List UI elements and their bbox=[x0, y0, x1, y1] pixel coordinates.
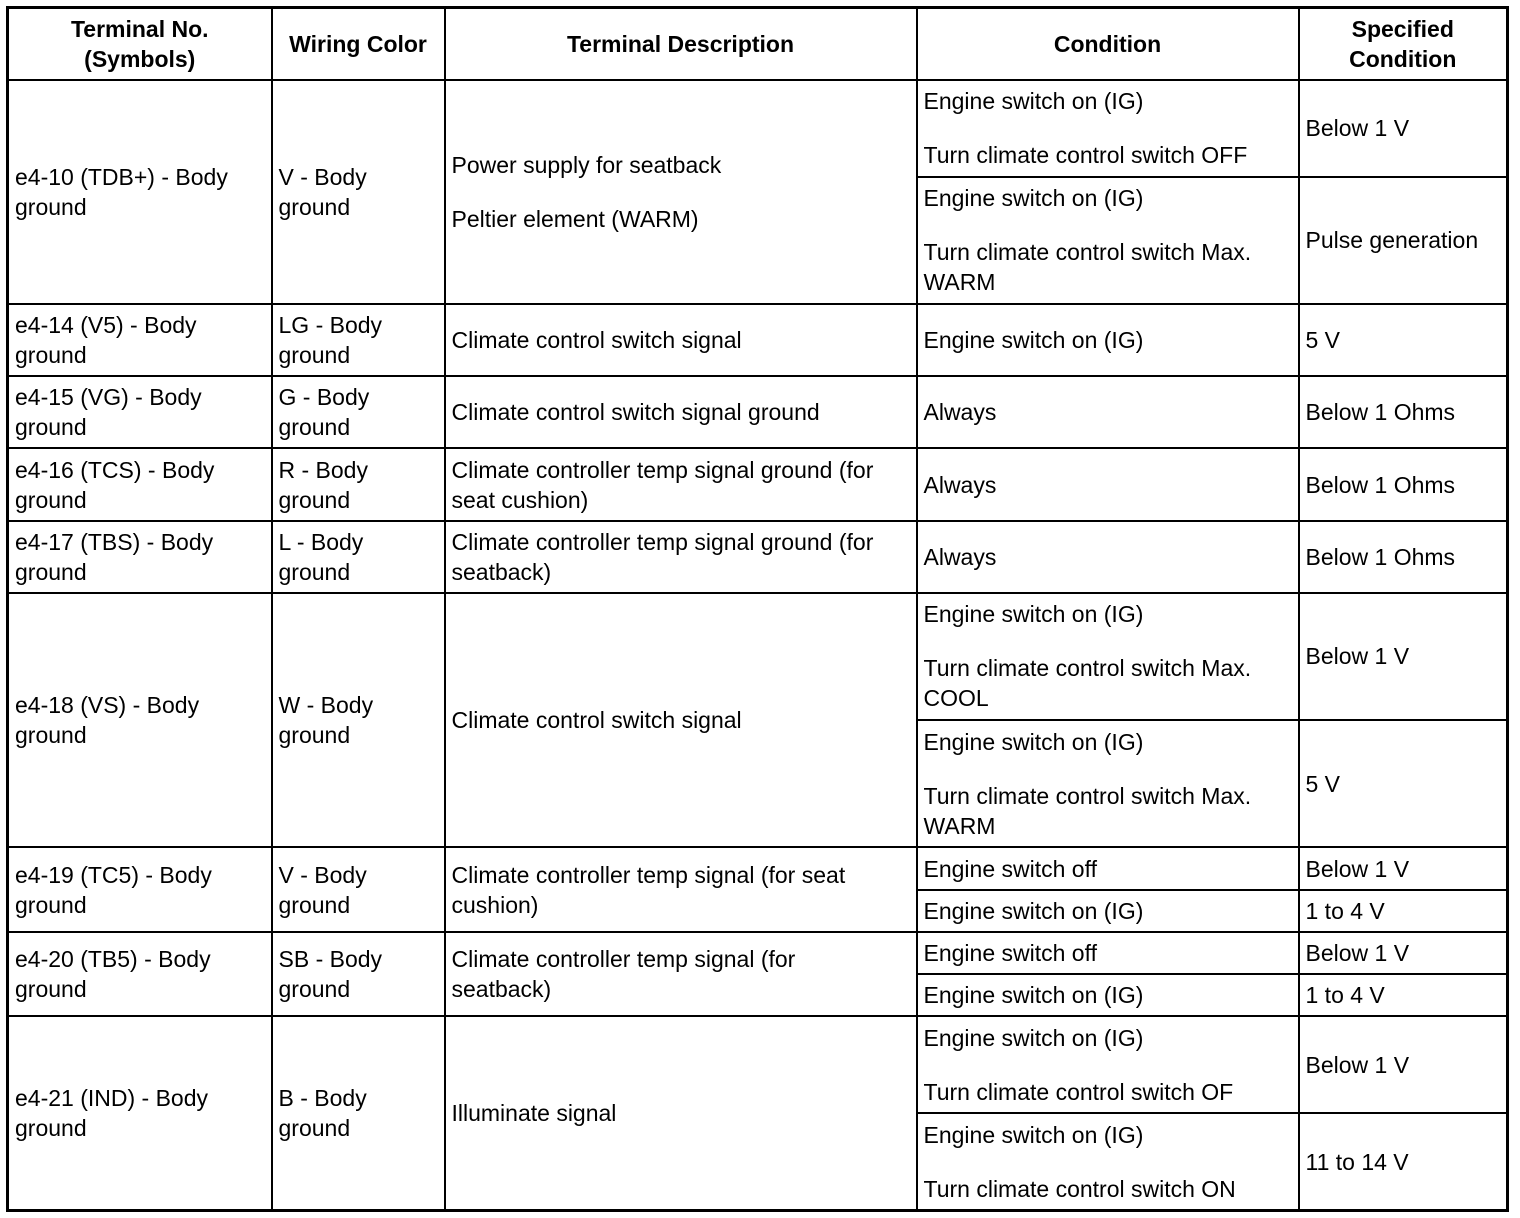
wiring-cell: W - Body ground bbox=[272, 593, 445, 848]
wiring-cell: R - Body ground bbox=[272, 448, 445, 520]
terminal-cell: e4-16 (TCS) - Body ground bbox=[8, 448, 272, 520]
condition-cell: Engine switch on (IG) Turn climate control switch Max. WARM bbox=[917, 177, 1299, 304]
description-cell: Illuminate signal bbox=[445, 1016, 917, 1211]
header-wiring: Wiring Color bbox=[272, 8, 445, 80]
spec-cell: Below 1 V bbox=[1299, 932, 1508, 974]
table-row bbox=[8, 593, 1508, 720]
header-description: Terminal Description bbox=[445, 8, 917, 80]
description-cell: Climate control switch signal bbox=[445, 304, 917, 376]
description-cell: Climate controller temp signal ground (for seat cushion) bbox=[445, 448, 917, 520]
terminal-cell: e4-15 (VG) - Body ground bbox=[8, 376, 272, 448]
spec-cell: 11 to 14 V bbox=[1299, 1113, 1508, 1210]
wiring-cell: G - Body ground bbox=[272, 376, 445, 448]
wiring-cell: B - Body ground bbox=[272, 1016, 445, 1211]
terminal-cell: e4-14 (V5) - Body ground bbox=[8, 304, 272, 376]
spec-cell: 1 to 4 V bbox=[1299, 974, 1508, 1016]
terminal-cell: e4-10 (TDB+) - Body ground bbox=[8, 80, 272, 305]
condition-cell: Always bbox=[917, 376, 1299, 448]
table-row bbox=[8, 448, 1508, 520]
table-row bbox=[8, 932, 1508, 974]
spec-cell: Below 1 Ohms bbox=[1299, 376, 1508, 448]
condition-cell: Engine switch on (IG) bbox=[917, 890, 1299, 932]
spec-cell: Below 1 V bbox=[1299, 847, 1508, 889]
description-cell: Climate control switch signal ground bbox=[445, 376, 917, 448]
wiring-cell: SB - Body ground bbox=[272, 932, 445, 1016]
spec-cell: Pulse generation bbox=[1299, 177, 1508, 304]
table-row bbox=[8, 80, 1508, 177]
condition-cell: Always bbox=[917, 521, 1299, 593]
table-row bbox=[8, 1016, 1508, 1113]
condition-cell: Engine switch on (IG) Turn climate control switch OFF bbox=[917, 80, 1299, 177]
condition-cell: Engine switch on (IG) Turn climate control switch Max. COOL bbox=[917, 593, 1299, 720]
condition-cell: Engine switch on (IG) bbox=[917, 974, 1299, 1016]
spec-cell: 5 V bbox=[1299, 304, 1508, 376]
header-terminal: Terminal No. (Symbols) bbox=[8, 8, 272, 80]
condition-cell: Always bbox=[917, 448, 1299, 520]
spec-cell: Below 1 V bbox=[1299, 1016, 1508, 1113]
table-row bbox=[8, 521, 1508, 593]
condition-cell: Engine switch on (IG) Turn climate control switch OF bbox=[917, 1016, 1299, 1113]
wiring-cell: L - Body ground bbox=[272, 521, 445, 593]
spec-cell: 1 to 4 V bbox=[1299, 890, 1508, 932]
table-row bbox=[8, 847, 1508, 889]
description-cell: Climate controller temp signal ground (for seatback) bbox=[445, 521, 917, 593]
condition-cell: Engine switch on (IG) Turn climate control switch Max. WARM bbox=[917, 720, 1299, 847]
wiring-cell: LG - Body ground bbox=[272, 304, 445, 376]
table-row bbox=[8, 304, 1508, 376]
header-specified: Specified Condition bbox=[1299, 8, 1508, 80]
condition-cell: Engine switch off bbox=[917, 847, 1299, 889]
condition-cell: Engine switch on (IG) Turn climate control switch ON bbox=[917, 1113, 1299, 1210]
terminal-cell: e4-20 (TB5) - Body ground bbox=[8, 932, 272, 1016]
terminal-cell: e4-19 (TC5) - Body ground bbox=[8, 847, 272, 931]
header-row bbox=[8, 8, 1508, 80]
condition-cell: Engine switch on (IG) bbox=[917, 304, 1299, 376]
spec-cell: 5 V bbox=[1299, 720, 1508, 847]
description-cell: Climate controller temp signal (for seat cushion) bbox=[445, 847, 917, 931]
description-cell: Power supply for seatback Peltier element (WARM) bbox=[445, 80, 917, 305]
spec-cell: Below 1 V bbox=[1299, 80, 1508, 177]
header-condition: Condition bbox=[917, 8, 1299, 80]
condition-cell: Engine switch off bbox=[917, 932, 1299, 974]
description-cell: Climate controller temp signal (for seatback) bbox=[445, 932, 917, 1016]
table-row bbox=[8, 376, 1508, 448]
description-cell: Climate control switch signal bbox=[445, 593, 917, 848]
spec-cell: Below 1 V bbox=[1299, 593, 1508, 720]
terminal-cell: e4-21 (IND) - Body ground bbox=[8, 1016, 272, 1211]
terminal-cell: e4-17 (TBS) - Body ground bbox=[8, 521, 272, 593]
spec-cell: Below 1 Ohms bbox=[1299, 448, 1508, 520]
wiring-cell: V - Body ground bbox=[272, 847, 445, 931]
spec-cell: Below 1 Ohms bbox=[1299, 521, 1508, 593]
terminal-cell: e4-18 (VS) - Body ground bbox=[8, 593, 272, 848]
wiring-cell: V - Body ground bbox=[272, 80, 445, 305]
terminal-table bbox=[6, 6, 1509, 1212]
